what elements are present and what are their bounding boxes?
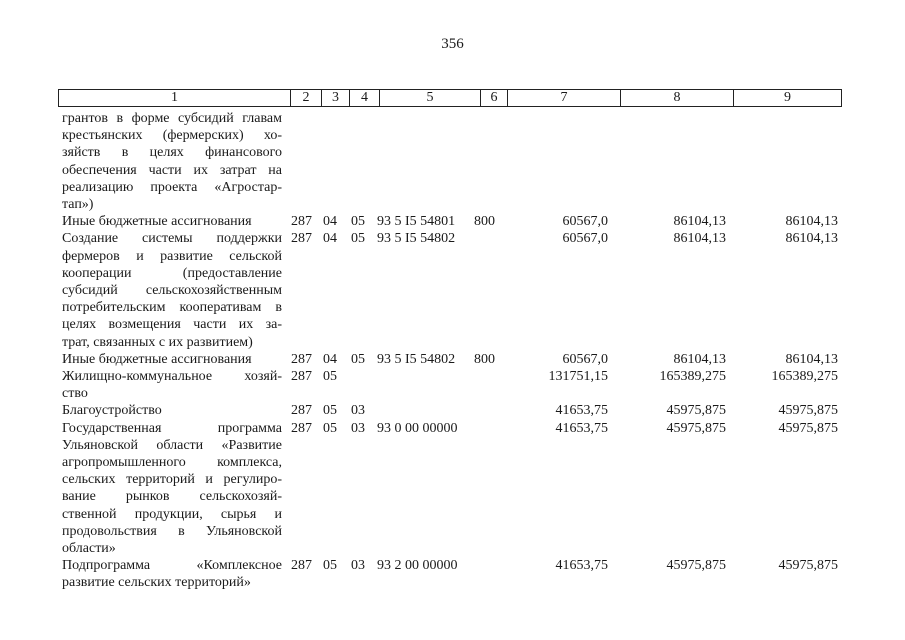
table-header — [58, 89, 842, 107]
header-col-3: 3 — [322, 90, 350, 106]
cell-c3: 05 — [323, 558, 337, 574]
cell-c7: 41653,75 — [555, 403, 608, 419]
table-row — [62, 402, 842, 419]
cell-c3: 04 — [323, 214, 337, 230]
cell-c8: 45975,875 — [666, 403, 726, 419]
cell-c8: 165389,275 — [659, 369, 726, 385]
cell-c2: 287 — [291, 403, 312, 419]
cell-c7: 41653,75 — [555, 420, 608, 436]
row-name-line: Жилищно-коммунальное хозяй- — [62, 369, 282, 385]
cell-c7: 131751,15 — [548, 369, 608, 385]
table-row — [62, 110, 842, 213]
row-name — [62, 230, 282, 350]
row-name-line: агропромышленного комплекса, — [62, 455, 282, 471]
cell-c6: 800 — [474, 214, 495, 230]
cell-c2: 287 — [291, 231, 312, 247]
cell-c2: 287 — [291, 351, 312, 367]
cell-c8: 86104,13 — [673, 231, 726, 247]
page-number: 356 — [441, 36, 464, 52]
row-name-line: Подпрограмма «Комплексное — [62, 558, 282, 574]
cell-c8: 45975,875 — [666, 558, 726, 574]
row-name-line: сельских территорий и регулиро- — [62, 472, 282, 488]
row-name-line: обеспечения части их затрат на — [62, 162, 282, 178]
row-name-line: кооперации (предоставление — [62, 265, 282, 281]
header-col-7: 7 — [508, 90, 621, 106]
row-name-line: развитие сельских территорий» — [62, 575, 251, 591]
row-name — [62, 351, 282, 368]
header-col-6: 6 — [481, 90, 508, 106]
row-name-line: зяйств в целях финансового — [62, 145, 282, 161]
cell-c3: 04 — [323, 351, 337, 367]
cell-c9: 165389,275 — [771, 369, 838, 385]
cell-c9: 86104,13 — [785, 231, 838, 247]
row-name — [62, 213, 282, 230]
row-name-line: фермеров и развитие сельской — [62, 248, 282, 264]
cell-c7: 60567,0 — [562, 214, 608, 230]
cell-c3: 04 — [323, 231, 337, 247]
row-name-line: Создание системы поддержки — [62, 231, 282, 247]
cell-c5: 93 5 I5 54802 — [377, 231, 456, 247]
table-row — [62, 368, 842, 402]
cell-c8: 86104,13 — [673, 214, 726, 230]
cell-c5: 93 5 I5 54802 — [377, 351, 456, 367]
cell-c8: 86104,13 — [673, 351, 726, 367]
cell-c4: 03 — [351, 558, 365, 574]
table-row — [62, 351, 842, 368]
cell-c6: 800 — [474, 351, 495, 367]
row-name-line: грантов в форме субсидий главам — [62, 111, 282, 126]
cell-c7: 60567,0 — [562, 231, 608, 247]
row-name — [62, 402, 282, 419]
row-name-line: Государственная программа — [62, 420, 282, 436]
row-name-line: области» — [62, 541, 116, 557]
header-col-9: 9 — [784, 90, 791, 105]
table-row — [62, 230, 842, 350]
row-name — [62, 420, 282, 558]
cell-c8: 45975,875 — [666, 420, 726, 436]
cell-c2: 287 — [291, 558, 312, 574]
row-name-line: Благоустройство — [62, 403, 162, 419]
cell-c5: 93 5 I5 54801 — [377, 214, 456, 230]
row-name — [62, 110, 282, 213]
table-row — [62, 213, 842, 230]
cell-c2: 287 — [291, 420, 312, 436]
cell-c9: 86104,13 — [785, 214, 838, 230]
cell-c4: 05 — [351, 351, 365, 367]
cell-c4: 03 — [351, 403, 365, 419]
cell-c3: 05 — [323, 403, 337, 419]
row-name — [62, 368, 282, 402]
row-name-line: реализацию проекта «Агростар- — [62, 179, 282, 195]
cell-c4: 05 — [351, 214, 365, 230]
row-name-line: трат, связанных с их развитием) — [62, 334, 253, 350]
cell-c4: 05 — [351, 231, 365, 247]
cell-c9: 45975,875 — [778, 558, 838, 574]
cell-c9: 45975,875 — [778, 420, 838, 436]
row-name-line: Иные бюджетные ассигнования — [62, 351, 252, 367]
cell-c2: 287 — [291, 369, 312, 385]
row-name-line: Иные бюджетные ассигнования — [62, 214, 252, 230]
cell-c7: 41653,75 — [555, 558, 608, 574]
cell-c4: 03 — [351, 420, 365, 436]
cell-c9: 86104,13 — [785, 351, 838, 367]
cell-c5: 93 0 00 00000 — [377, 420, 458, 436]
row-name-line: тап») — [62, 197, 94, 213]
row-name — [62, 557, 282, 591]
table-row — [62, 420, 842, 558]
row-name-line: целях возмещения части их за- — [62, 317, 282, 333]
header-col-1: 1 — [59, 90, 291, 106]
row-name-line: Ульяновской области «Развитие — [62, 437, 282, 453]
row-name-line: ство — [62, 386, 88, 402]
row-name-line: крестьянских (фермерских) хо- — [62, 128, 282, 144]
table-body — [62, 110, 842, 592]
header-col-5: 5 — [380, 90, 481, 106]
header-col-8: 8 — [621, 90, 734, 106]
cell-c3: 05 — [323, 420, 337, 436]
cell-c9: 45975,875 — [778, 403, 838, 419]
table-row — [62, 557, 842, 591]
cell-c7: 60567,0 — [562, 351, 608, 367]
row-name-line: субсидий сельскохозяйственным — [62, 283, 282, 299]
row-name-line: потребительским кооперативам в — [62, 300, 282, 316]
row-name-line: продовольствия в Ульяновской — [62, 523, 282, 539]
header-col-2: 2 — [291, 90, 322, 106]
cell-c5: 93 2 00 00000 — [377, 558, 458, 574]
row-name-line: вание рынков сельскохозяй- — [62, 489, 282, 505]
row-name-line: ственной продукции, сырья и — [62, 506, 282, 522]
header-col-4: 4 — [350, 90, 380, 106]
cell-c2: 287 — [291, 214, 312, 230]
cell-c3: 05 — [323, 369, 337, 385]
